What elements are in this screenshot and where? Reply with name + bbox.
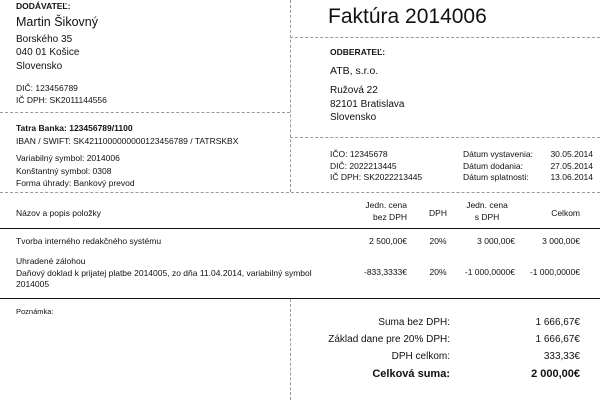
notes-label: Poznámka: xyxy=(16,307,54,316)
constant-symbol: Konštantný symbol: 0308 xyxy=(16,165,112,176)
sum-total-label: Celková suma: xyxy=(372,368,450,380)
sum-vat-value: 333,33€ xyxy=(543,351,580,362)
supplier-label: DODÁVATEĽ: xyxy=(16,1,71,11)
date-row-delivery xyxy=(463,161,593,173)
date-row-due xyxy=(463,172,593,184)
th-name: Názov a popis položky xyxy=(16,208,102,218)
variable-symbol: Variabilný symbol: 2014006 xyxy=(16,153,120,163)
supplier-dic: DIČ: 123456789 xyxy=(16,83,78,93)
row2-name-line1: Uhradené zálohou xyxy=(16,256,86,266)
header-vertical-divider xyxy=(290,0,291,192)
customer-block xyxy=(330,47,405,125)
row1-unit-price: 2 500,00€ xyxy=(369,236,407,246)
customer-label: ODBERATEĽ: xyxy=(330,47,386,57)
customer-dic: DIČ: 2022213445 xyxy=(330,160,397,171)
sum-total-value: 2 000,00€ xyxy=(531,368,580,380)
row2-name-line2: Daňový doklad k prijatej platbe 2014005, zo dňa 11.04.2014, variabilný symbol xyxy=(16,267,312,278)
supplier-street: Borského 35 xyxy=(16,33,73,45)
date-issued-value: 30.05.2014 xyxy=(550,149,593,159)
customer-ids xyxy=(330,149,422,184)
supplier-country: Slovensko xyxy=(16,60,63,72)
date-due-label: Dátum splatnosti: xyxy=(463,172,529,182)
sum-net-label: Suma bez DPH: xyxy=(378,317,450,328)
row2-unit-price-vat: -1 000,0000€ xyxy=(464,267,515,277)
customer-city: 82101 Bratislava xyxy=(330,98,405,110)
row1-total: 3 000,00€ xyxy=(542,236,580,246)
supplier-city: 040 01 Košice xyxy=(16,47,80,58)
table-bottom-rule xyxy=(0,298,600,299)
title-customer-divider xyxy=(290,37,600,38)
row1-unit-price-vat: 3 000,00€ xyxy=(477,236,515,246)
sum-net-value: 1 666,67€ xyxy=(535,317,580,328)
supplier-icdph: IČ DPH: SK2011144556 xyxy=(16,94,107,105)
notes-summary-divider xyxy=(290,299,291,400)
row1-name: Tvorba interného redakčného systému xyxy=(16,236,162,246)
supplier-name: Martin Šikovný xyxy=(16,14,98,29)
row2-vat: 20% xyxy=(429,267,447,277)
row1-vat: 20% xyxy=(429,236,447,246)
invoice-title: Faktúra 2014006 xyxy=(328,5,487,28)
payment-method: Forma úhrady: Bankový prevod xyxy=(16,178,135,188)
th-vat: DPH xyxy=(429,208,447,218)
sum-base-label: Základ dane pre 20% DPH: xyxy=(328,334,450,345)
bank-iban: IBAN / SWIFT: SK4211000000000123456789 / TATRSKBX xyxy=(16,135,239,146)
bank-title: Tatra Banka: 123456789/1100 xyxy=(16,123,133,133)
sum-base-value: 1 666,67€ xyxy=(535,334,580,345)
customer-country: Slovensko xyxy=(330,112,377,123)
supplier-block xyxy=(16,0,107,106)
th-unit-price-line2: bez DPH xyxy=(372,211,407,222)
date-due-value: 13.06.2014 xyxy=(550,172,593,182)
table-header-rule xyxy=(0,228,600,229)
th-total: Celkom xyxy=(551,208,580,218)
th-unit-price-line1: Jedn. cena xyxy=(365,200,407,210)
customer-ico: IČO: 12345678 xyxy=(330,149,388,159)
supplier-bank-divider xyxy=(0,112,290,113)
summary-labels xyxy=(300,316,450,382)
sum-vat-label: DPH celkom: xyxy=(391,351,450,362)
th-unit-price-vat-line1: Jedn. cena xyxy=(466,200,508,210)
header-table-divider xyxy=(0,192,600,193)
row2-name-line3: 2014005 xyxy=(16,279,50,289)
customer-icdph: IČ DPH: SK2022213445 xyxy=(330,172,423,182)
date-issued-label: Dátum vystavenia: xyxy=(463,149,533,159)
customer-name: ATB, s.r.o. xyxy=(330,64,379,77)
row2-total: -1 000,0000€ xyxy=(529,267,580,277)
date-delivery-label: Dátum dodania: xyxy=(463,160,524,171)
row2-name xyxy=(16,256,312,291)
date-row-issued xyxy=(463,149,593,161)
customer-dates-divider xyxy=(290,137,600,138)
row2-unit-price: -833,3333€ xyxy=(363,267,407,277)
date-delivery-value: 27.05.2014 xyxy=(550,160,593,171)
th-unit-price-vat xyxy=(455,200,519,223)
bank-block xyxy=(16,123,238,190)
dates-block xyxy=(463,149,593,184)
customer-street: Ružová 22 xyxy=(330,85,378,96)
th-unit-price-vat-line2: s DPH xyxy=(474,211,500,222)
th-unit-price xyxy=(330,200,407,223)
summary-values xyxy=(480,316,580,382)
